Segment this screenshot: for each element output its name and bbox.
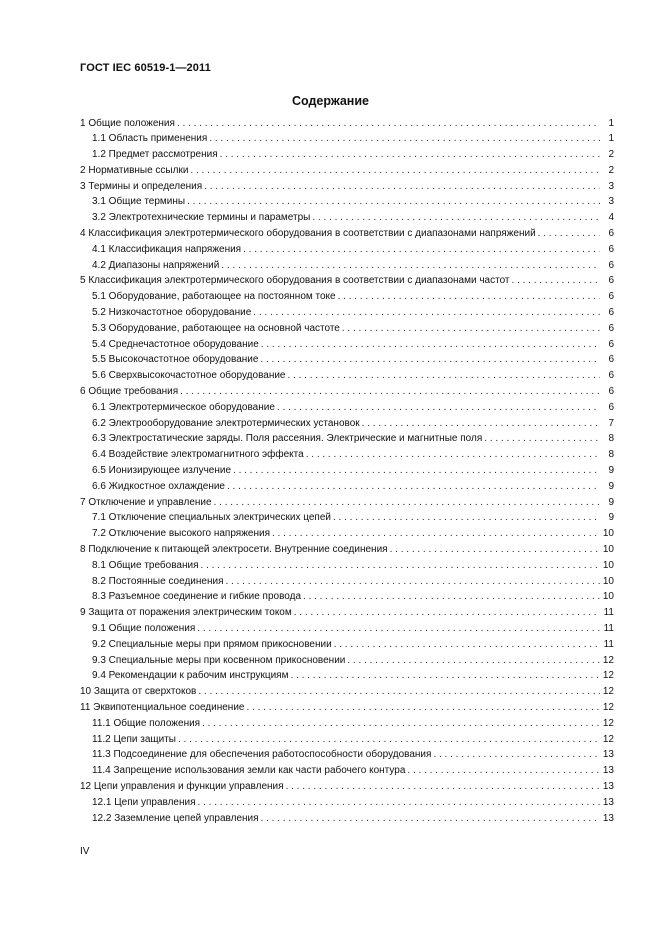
toc-leader-dots xyxy=(209,131,600,147)
toc-entry-label: 7 Отключение и управление xyxy=(80,496,212,508)
toc-entry-label: 5.5 Высокочастотное оборудование xyxy=(92,354,259,366)
toc-entry-page: 13 xyxy=(602,812,614,824)
toc-entry[interactable] xyxy=(80,179,614,195)
toc-entry[interactable] xyxy=(80,400,614,416)
toc-entry[interactable] xyxy=(80,716,614,732)
toc-entry-page: 2 xyxy=(608,149,614,161)
toc-entry-label: 2 Нормативные ссылки xyxy=(80,164,189,176)
toc-entry-label: 8.3 Разъемное соединение и гибкие провода xyxy=(92,591,302,603)
toc-entry[interactable] xyxy=(80,732,614,748)
toc-leader-dots xyxy=(202,716,600,732)
toc-entry-page: 9 xyxy=(608,496,614,508)
toc-leader-dots xyxy=(407,763,600,779)
toc-entry-label: 9.1 Общие положения xyxy=(92,623,196,634)
toc-entry[interactable] xyxy=(80,416,614,432)
toc-entry-page: 12 xyxy=(602,686,614,698)
toc-leader-dots xyxy=(272,526,600,542)
toc-entry[interactable] xyxy=(80,779,614,795)
toc-entry-page: 12 xyxy=(602,717,614,729)
toc-entry-label: 9 Защита от поражения электрическим током xyxy=(80,607,292,619)
toc-entry[interactable] xyxy=(80,273,614,289)
toc-entry-label: 7.2 Отключение высокого напряжения xyxy=(92,528,270,540)
toc-entry[interactable] xyxy=(80,321,614,337)
toc-entry[interactable] xyxy=(80,621,614,637)
toc-entry-label: 5.2 Низкочастотное оборудование xyxy=(92,307,252,319)
toc-entry-label: 11.1 Общие положения xyxy=(92,717,201,729)
toc-entry-page: 11 xyxy=(603,607,614,619)
toc-entry-label: 7.1 Отключение специальных электрических цепей xyxy=(92,512,331,524)
toc-entry-page: 6 xyxy=(608,386,614,398)
toc-entry-label: 4 Классификация электротермического оборудования в соответствии с диапазонами напряжений xyxy=(80,228,536,240)
toc-entry-label: 6.5 Ионизирующее излучение xyxy=(92,465,232,477)
toc-leader-dots xyxy=(306,447,600,463)
toc-entry-page: 6 xyxy=(608,259,614,271)
toc-entry-label: 1.1 Область применения xyxy=(92,133,208,145)
toc-leader-dots xyxy=(286,779,600,795)
toc-entry-page: 9 xyxy=(608,512,614,524)
toc-leader-dots xyxy=(253,305,600,321)
table-of-contents xyxy=(80,116,614,827)
toc-leader-dots xyxy=(204,179,600,195)
toc-entry[interactable] xyxy=(80,352,614,368)
page-number: IV xyxy=(80,846,90,857)
toc-entry[interactable] xyxy=(80,542,614,558)
toc-entry-label: 3.2 Электротехнические термины и параметры xyxy=(92,212,311,224)
toc-entry[interactable] xyxy=(80,747,614,763)
toc-entry-label: 8.2 Постоянные соединения xyxy=(92,575,224,587)
page-title: Содержание xyxy=(291,94,369,108)
toc-entry-page: 13 xyxy=(602,749,614,761)
toc-leader-dots xyxy=(197,621,600,637)
toc-leader-dots xyxy=(177,116,600,132)
toc-entry-page: 10 xyxy=(602,575,614,587)
toc-entry-label: 9.2 Специальные меры при прямом прикосновении xyxy=(92,638,332,650)
toc-entry[interactable] xyxy=(80,653,614,669)
toc-entry-page: 6 xyxy=(608,275,614,287)
toc-leader-dots xyxy=(277,400,600,416)
toc-entry-page: 13 xyxy=(602,765,614,777)
toc-leader-dots xyxy=(220,147,600,163)
toc-leader-dots xyxy=(484,431,600,447)
toc-entry-label: 9.4 Рекомендации к рабочим инструкциям xyxy=(92,670,289,682)
toc-entry[interactable] xyxy=(80,210,614,226)
toc-entry-page: 1 xyxy=(608,133,614,145)
toc-entry[interactable] xyxy=(80,589,614,605)
toc-entry[interactable] xyxy=(80,194,614,210)
toc-entry[interactable] xyxy=(80,258,614,274)
toc-leader-dots xyxy=(290,668,600,684)
toc-entry-page: 6 xyxy=(608,243,614,255)
toc-entry-page: 6 xyxy=(608,291,614,303)
toc-entry-page: 6 xyxy=(608,338,614,350)
toc-leader-dots xyxy=(312,210,600,226)
toc-entry-page: 9 xyxy=(608,465,614,477)
toc-leader-dots xyxy=(338,289,600,305)
toc-entry-page: 4 xyxy=(608,212,614,224)
toc-leader-dots xyxy=(226,574,601,590)
toc-entry-page: 12 xyxy=(602,670,614,682)
toc-entry-page: 6 xyxy=(608,228,614,240)
toc-entry-label: 1.2 Предмет рассмотрения xyxy=(92,149,218,161)
toc-entry[interactable] xyxy=(80,337,614,353)
toc-entry-page: 6 xyxy=(608,322,614,334)
toc-leader-dots xyxy=(362,416,600,432)
toc-leader-dots xyxy=(294,605,600,621)
toc-entry-label: 12.2 Заземление цепей управления xyxy=(92,812,259,824)
toc-entry-page: 11 xyxy=(603,623,614,634)
toc-entry-label: 1 Общие положения xyxy=(80,117,175,129)
toc-entry-label: 6.4 Воздействие электромагнитного эффекта xyxy=(92,449,304,461)
toc-entry-label: 11.2 Цепи защиты xyxy=(92,733,176,745)
toc-entry-page: 6 xyxy=(608,307,614,319)
toc-entry[interactable] xyxy=(80,431,614,447)
toc-entry[interactable] xyxy=(80,558,614,574)
toc-entry-label: 5.1 Оборудование, работающее на постоянном токе xyxy=(92,291,336,303)
toc-entry-page: 8 xyxy=(608,433,614,445)
toc-entry-label: 11 Эквипотенциальное соединение xyxy=(80,701,245,713)
toc-entry-page: 3 xyxy=(608,196,614,208)
toc-leader-dots xyxy=(201,558,600,574)
toc-leader-dots xyxy=(246,700,600,716)
toc-entry[interactable] xyxy=(80,668,614,684)
toc-entry[interactable] xyxy=(80,242,614,258)
toc-entry-label: 6.6 Жидкостное охлаждение xyxy=(92,480,225,492)
toc-entry-label: 4.2 Диапазоны напряжений xyxy=(92,259,220,271)
toc-leader-dots xyxy=(347,653,600,669)
toc-entry-label: 5.3 Оборудование, работающее на основной частоте xyxy=(92,322,340,334)
toc-leader-dots xyxy=(512,273,600,289)
toc-entry-page: 9 xyxy=(608,480,614,492)
toc-leader-dots xyxy=(433,747,600,763)
toc-leader-dots xyxy=(243,242,600,258)
toc-entry-page: 10 xyxy=(602,591,614,603)
toc-entry-page: 6 xyxy=(608,354,614,366)
toc-entry[interactable] xyxy=(80,131,614,147)
toc-entry[interactable] xyxy=(80,479,614,495)
toc-entry-label: 6.1 Электротермическое оборудование xyxy=(92,401,275,413)
toc-entry-label: 5.4 Среднечастотное оборудование xyxy=(92,338,259,350)
toc-leader-dots xyxy=(187,194,600,210)
toc-entry[interactable] xyxy=(80,305,614,321)
toc-entry-page: 2 xyxy=(608,164,614,176)
toc-entry[interactable] xyxy=(80,226,614,242)
toc-leader-dots xyxy=(214,495,600,511)
toc-entry-label: 10 Защита от сверхтоков xyxy=(80,686,197,698)
toc-entry[interactable] xyxy=(80,637,614,653)
toc-entry-page: 6 xyxy=(608,401,614,413)
toc-entry-page: 13 xyxy=(602,780,614,792)
toc-entry-label: 11.3 Подсоединение для обеспечения работоспособности оборудования xyxy=(92,749,432,761)
toc-entry-label: 11.4 Запрещение использования земли как части рабочего контура xyxy=(92,765,406,777)
standard-header: ГОСТ IEC 60519-1—2011 xyxy=(80,62,211,74)
toc-entry-label: 8 Подключение к питающей электросети. Внутренние соединения xyxy=(80,544,388,556)
toc-leader-dots xyxy=(180,384,600,400)
toc-entry[interactable] xyxy=(80,447,614,463)
toc-entry-page: 8 xyxy=(608,449,614,461)
toc-entry[interactable] xyxy=(80,289,614,305)
toc-entry[interactable] xyxy=(80,384,614,400)
toc-entry-page: 11 xyxy=(603,638,614,650)
toc-leader-dots xyxy=(390,542,600,558)
toc-entry[interactable] xyxy=(80,684,614,700)
toc-leader-dots xyxy=(190,163,600,179)
toc-entry-page: 1 xyxy=(608,117,614,129)
toc-entry-page: 10 xyxy=(602,559,614,571)
toc-entry-label: 12 Цепи управления и функции управления xyxy=(80,780,284,792)
toc-leader-dots xyxy=(342,321,600,337)
toc-entry-page: 13 xyxy=(602,796,614,808)
toc-leader-dots xyxy=(303,589,600,605)
toc-entry[interactable] xyxy=(80,763,614,779)
toc-leader-dots xyxy=(227,479,600,495)
toc-entry-label: 4.1 Классификация напряжения xyxy=(92,243,242,255)
toc-entry-label: 9.3 Специальные меры при косвенном прикосновении xyxy=(92,654,346,666)
toc-entry[interactable] xyxy=(80,811,614,827)
toc-leader-dots xyxy=(333,510,600,526)
toc-entry[interactable] xyxy=(80,795,614,811)
toc-entry-page: 10 xyxy=(602,528,614,540)
toc-leader-dots xyxy=(198,795,600,811)
toc-entry-label: 3 Термины и определения xyxy=(80,180,203,192)
toc-leader-dots xyxy=(221,258,600,274)
toc-entry-label: 3.1 Общие термины xyxy=(92,196,186,208)
toc-entry-page: 6 xyxy=(608,370,614,382)
toc-leader-dots xyxy=(538,226,600,242)
toc-entry-page: 3 xyxy=(608,180,614,192)
toc-entry-page: 7 xyxy=(608,417,614,429)
toc-entry-label: 6 Общие требования xyxy=(80,386,179,398)
toc-leader-dots xyxy=(260,352,600,368)
toc-leader-dots xyxy=(288,368,601,384)
toc-entry[interactable] xyxy=(80,163,614,179)
toc-entry[interactable] xyxy=(80,147,614,163)
toc-entry-label: 12.1 Цепи управления xyxy=(92,796,196,808)
toc-leader-dots xyxy=(178,732,600,748)
toc-entry[interactable] xyxy=(80,368,614,384)
toc-leader-dots xyxy=(261,811,600,827)
toc-entry-page: 12 xyxy=(602,733,614,745)
toc-entry-label: 8.1 Общие требования xyxy=(92,559,199,571)
toc-entry[interactable] xyxy=(80,700,614,716)
toc-entry[interactable] xyxy=(80,116,614,132)
toc-entry[interactable] xyxy=(80,510,614,526)
toc-entry[interactable] xyxy=(80,495,614,511)
toc-entry-label: 6.3 Электростатические заряды. Поля рассеяния. Электрические и магнитные поля xyxy=(92,433,483,445)
toc-entry[interactable] xyxy=(80,463,614,479)
toc-entry-label: 6.2 Электрооборудование электротермических установок xyxy=(92,417,360,429)
toc-entry[interactable] xyxy=(80,605,614,621)
toc-leader-dots xyxy=(334,637,600,653)
toc-entry-page: 10 xyxy=(602,544,614,556)
toc-entry-page: 12 xyxy=(602,701,614,713)
toc-entry[interactable] xyxy=(80,574,614,590)
toc-entry-label: 5 Классификация электротермического оборудования в соответствии с диапазонами частот xyxy=(80,275,510,287)
toc-entry[interactable] xyxy=(80,526,614,542)
toc-leader-dots xyxy=(261,337,600,353)
toc-entry-label: 5.6 Сверхвысокочастотное оборудование xyxy=(92,370,286,382)
toc-leader-dots xyxy=(198,684,600,700)
toc-entry-page: 12 xyxy=(602,654,614,666)
toc-leader-dots xyxy=(233,463,600,479)
